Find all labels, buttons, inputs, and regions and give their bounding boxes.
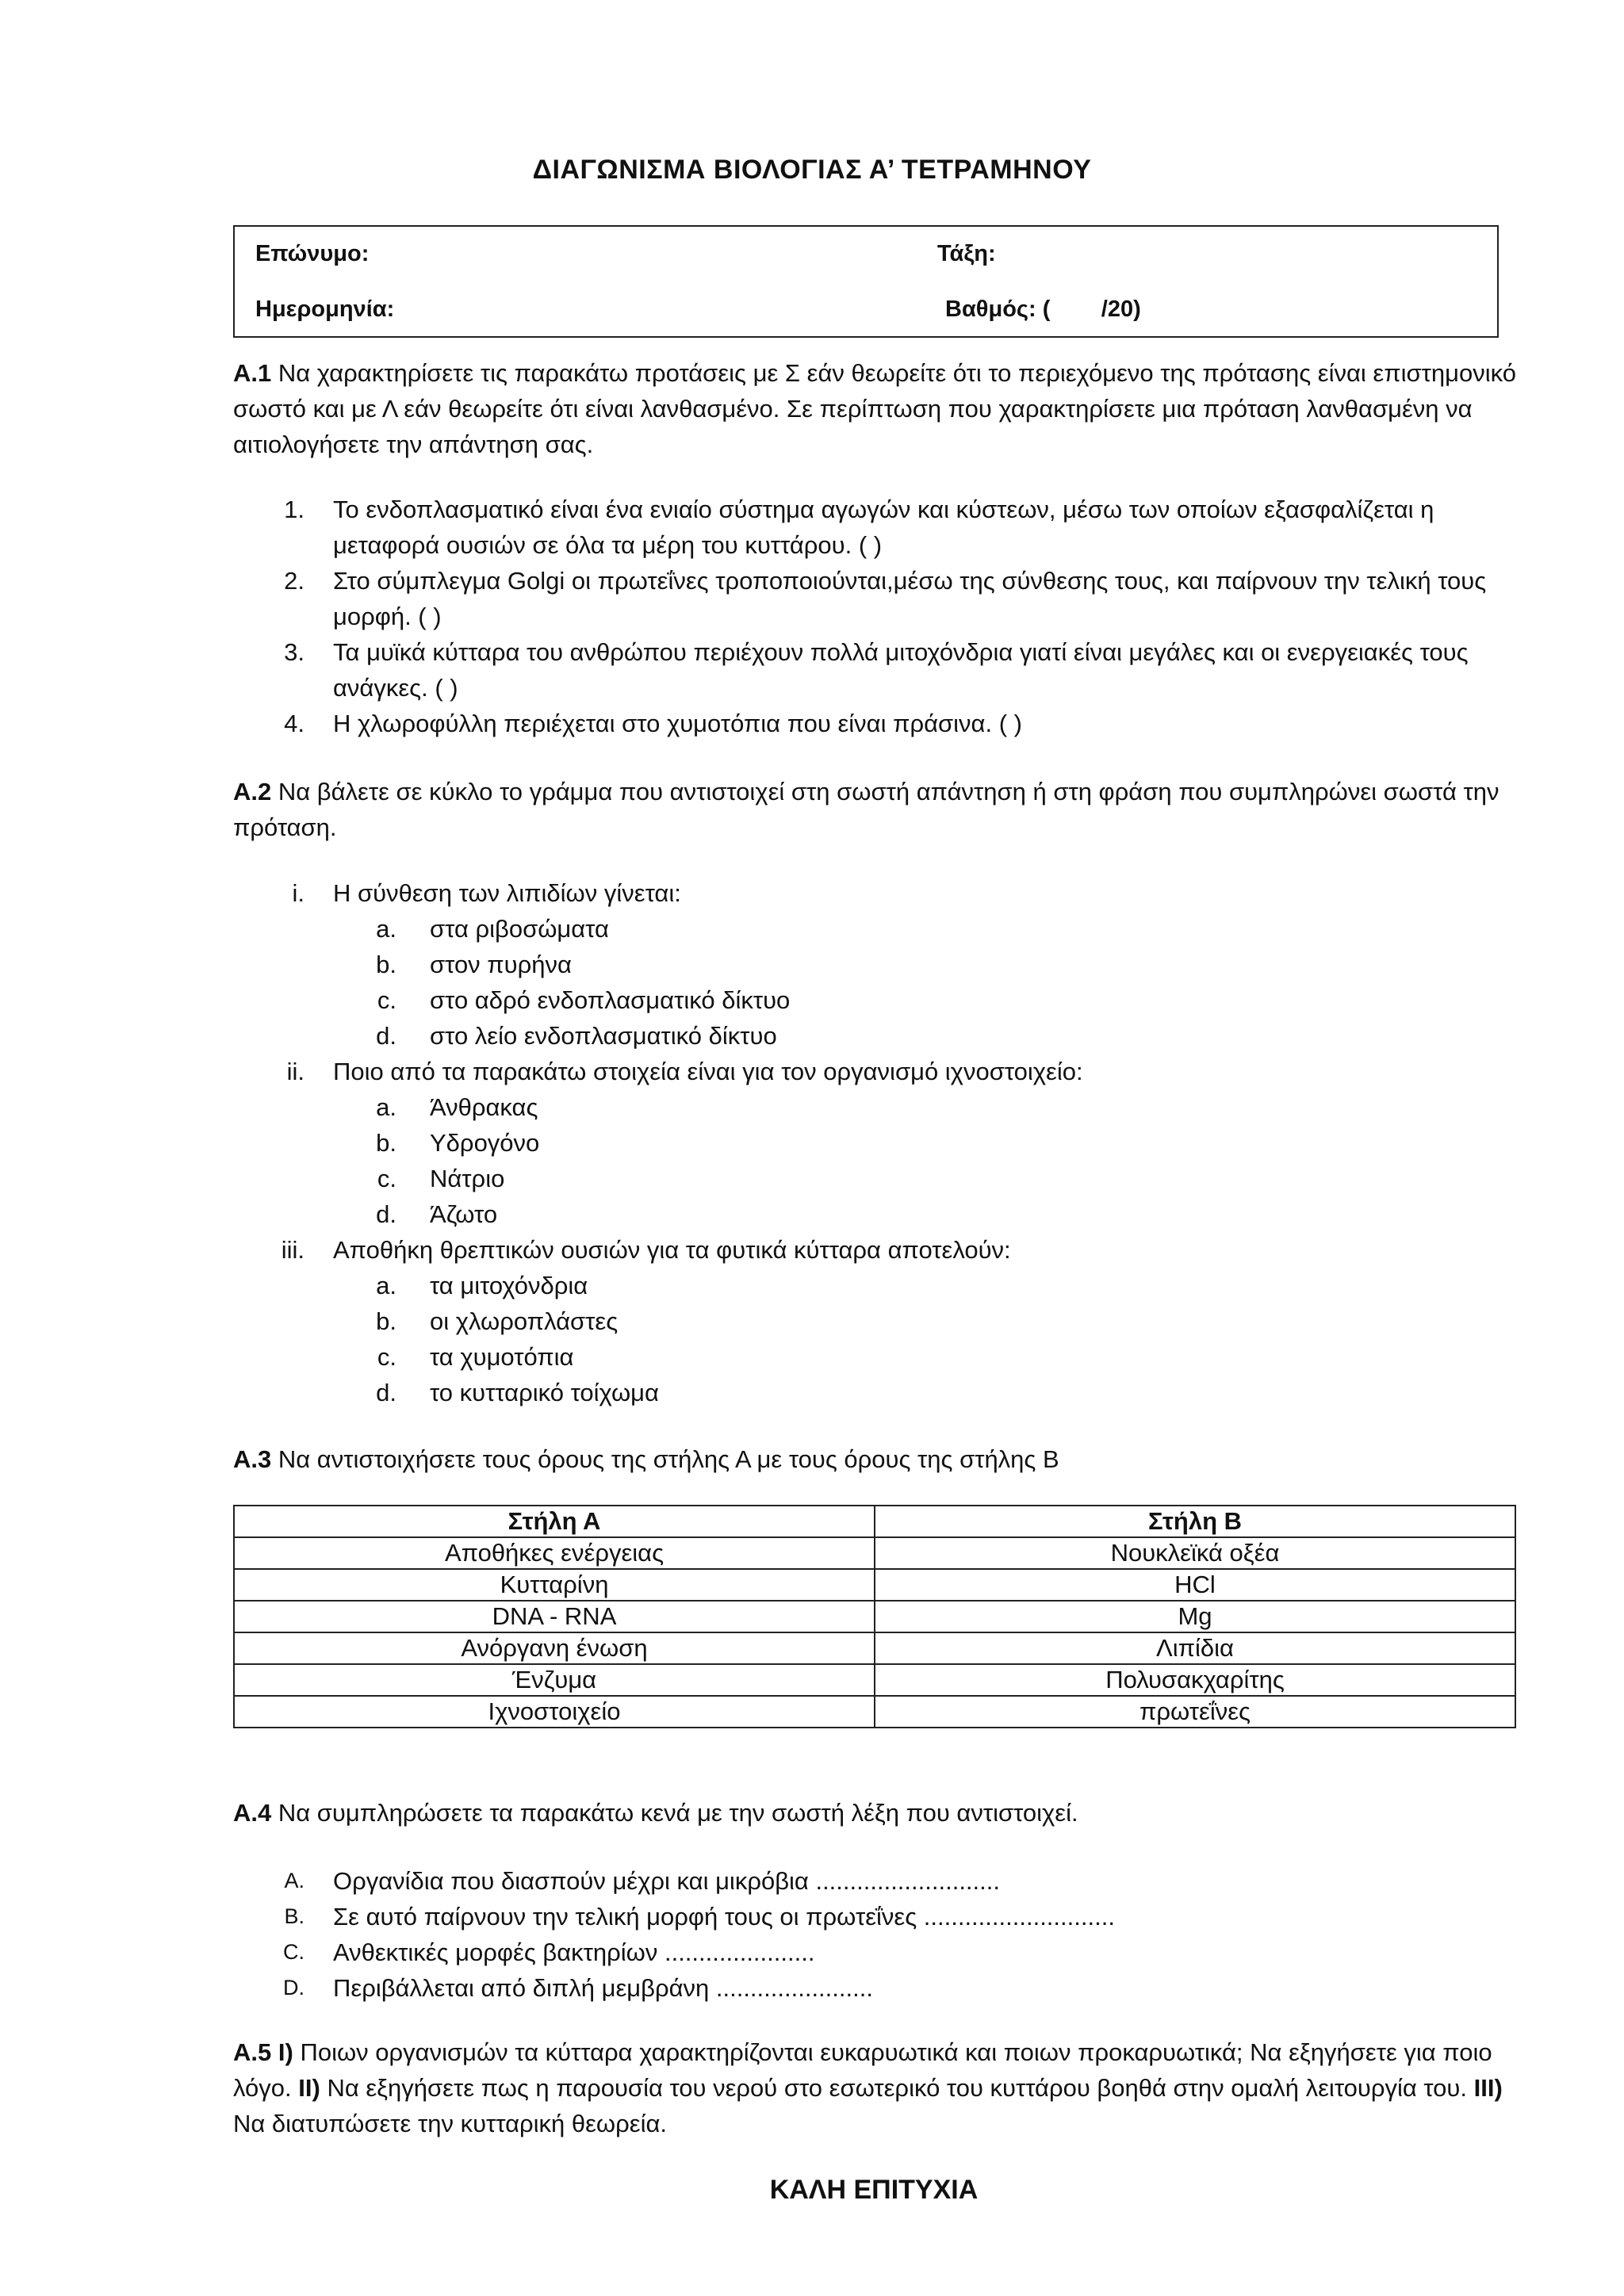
a2-label: Α.2 [233, 778, 272, 806]
table-row: Αποθήκες ενέργειας Νουκλεϊκά οξέα [234, 1537, 1515, 1569]
a1-intro-text: Να χαρακτηρίσετε τις παρακάτω προτάσεις με Σ εάν θεωρείτε ότι το περιεχόμενο της πρότασης είναι επιστημονικό σωστό και με Λ εάν θεωρείτε ότι είναι λανθασμένο. Σε περίπτωση που χαρακτηρίσετε μια πρόταση λανθασμένη να αιτιολογήσετε την απάντηση σας. [233, 359, 1516, 458]
option-item: d. το κυτταρικό τοίχωμα [376, 1379, 659, 1406]
a5-part3-label: ΙΙΙ) [1473, 2074, 1503, 2102]
matching-table [233, 1505, 1516, 1728]
a2-intro [233, 774, 1518, 845]
list-item: 1. Το ενδοπλασματικό είναι ένα ενιαίο σύστημα αγωγών και κύστεων, μέσω των οποίων εξασφαλίζεται η μεταφορά ουσιών σε όλα τα μέρη του κυττάρου. ( ) [284, 496, 1434, 559]
option-item: a. τα μιτοχόνδρια [376, 1272, 588, 1299]
a4-intro [233, 1795, 1518, 1831]
a5-part2-text: Να εξηγήσετε πως η παρουσία του νερού στο εσωτερικό του κυττάρου βοηθά στην ομαλή λειτουργία του. [327, 2074, 1467, 2102]
list-item: A. Οργανίδια που διασπούν μέχρι και μικρόβια ........................... [284, 1867, 1000, 1895]
option-item: b. στον πυρήνα [376, 951, 572, 978]
option-item: b. οι χλωροπλάστες [376, 1307, 619, 1335]
class-label: Τάξη: [937, 241, 996, 266]
a5-part3-text: Να διατυπώσετε την κυτταρική θεωρεία. [233, 2110, 668, 2137]
a4-intro-text: Να συμπληρώσετε τα παρακάτω κενά με την σωστή λέξη που αντιστοιχεί. [278, 1799, 1078, 1827]
option-item: a. Άνθρακας [376, 1093, 538, 1121]
table-row: DNA - RNA Mg [234, 1601, 1515, 1632]
a5-part1-text: Ποιων οργανισμών τα κύτταρα χαρακτηρίζονται ευκαρυωτικά και ποιων προκαρυωτικά; Να εξηγήσετε για ποιο λόγο. [233, 2038, 1492, 2102]
option-item: c. Νάτριο [377, 1165, 505, 1192]
good-luck-footer: ΚΑΛΗ ΕΠΙΤΥΧΙΑ [769, 2175, 979, 2205]
grade-label: Βαθμός: ( /20) [945, 297, 1141, 322]
option-item: d. Άζωτο [376, 1200, 498, 1228]
list-item: D. Περιβάλλεται από διπλή μεμβράνη ....................... [283, 1974, 873, 2002]
a5-part1-label: Ι) [278, 2038, 293, 2066]
option-item: a. στα ριβοσώματα [376, 915, 609, 943]
table-row: Κυτταρίνη HCl [234, 1569, 1515, 1601]
column-a-header: Στήλη Α [234, 1506, 875, 1537]
a2-list [233, 875, 1518, 1410]
a5-text [233, 2034, 1518, 2141]
a3-intro-text: Να αντιστοιχήσετε τους όρους της στήλης Α με τους όρους της στήλης Β [278, 1445, 1059, 1473]
question-item: iii. Αποθήκη θρεπτικών ουσιών για τα φυτικά κύτταρα αποτελούν: [281, 1236, 1011, 1264]
a4-list [233, 1863, 1518, 2006]
list-item: C. Ανθεκτικές μορφές βακτηρίων ...................... [283, 1938, 815, 1966]
list-item: 4. Η χλωροφύλλη περιέχεται στο χυμοτόπια που είναι πράσινα. ( ) [284, 710, 1022, 737]
a1-list [233, 492, 1518, 741]
list-item: 3. Τα μυϊκά κύτταρα του ανθρώπου περιέχουν πολλά μιτοχόνδρια γιατί είναι μεγάλες και οι ενεργειακές τους ανάγκες. ( ) [284, 638, 1469, 702]
table-row: Ανόργανη ένωση Λιπίδια [234, 1632, 1515, 1664]
list-item: 2. Στο σύμπλεγμα Golgi οι πρωτεΐνες τροποποιούνται,μέσω της σύνθεσης τους, και παίρνουν την τελική τους μορφή. ( ) [284, 567, 1487, 630]
option-item: d. στο λείο ενδοπλασματικό δίκτυο [376, 1022, 777, 1050]
list-item: B. Σε αυτό παίρνουν την τελική μορφή τους οι πρωτεΐνες ............................ [284, 1903, 1115, 1931]
question-item: ii. Ποιο από τα παρακάτω στοιχεία είναι για τον οργανισμό ιχνοστοιχείο: [286, 1058, 1083, 1085]
option-item: c. τα χυμοτόπια [377, 1343, 574, 1371]
table-row: Ιχνοστοιχείο πρωτεΐνες [234, 1696, 1515, 1728]
table-header-row [234, 1506, 1515, 1537]
student-info-box [233, 225, 1499, 338]
a5-label: Α.5 [233, 2038, 272, 2066]
surname-label: Επώνυμο: [255, 241, 370, 266]
a1-label: Α.1 [233, 359, 272, 387]
a2-intro-text: Να βάλετε σε κύκλο το γράμμα που αντιστοιχεί στη σωστή απάντηση ή στη φράση που συμπληρώνει σωστά την πρόταση. [233, 778, 1500, 841]
date-label: Ημερομηνία: [255, 297, 395, 322]
a4-label: Α.4 [233, 1799, 272, 1827]
option-item: c. στο αδρό ενδοπλασματικό δίκτυο [377, 986, 791, 1014]
table-row: Ένζυμα Πολυσακχαρίτης [234, 1664, 1515, 1696]
a3-intro [233, 1441, 1518, 1477]
question-item: i. Η σύνθεση των λιπιδίων γίνεται: [292, 879, 681, 907]
column-b-header: Στήλη Β [875, 1506, 1515, 1537]
option-item: b. Υδρογόνο [376, 1129, 540, 1157]
a1-intro [233, 355, 1518, 462]
a5-part2-label: ΙΙ) [298, 2074, 320, 2102]
a3-label: Α.3 [233, 1445, 272, 1473]
exam-title: ΔΙΑΓΩΝΙΣΜΑ ΒΙΟΛΟΓΙΑΣ Α’ ΤΕΤΡΑΜΗΝΟΥ [532, 155, 1092, 185]
